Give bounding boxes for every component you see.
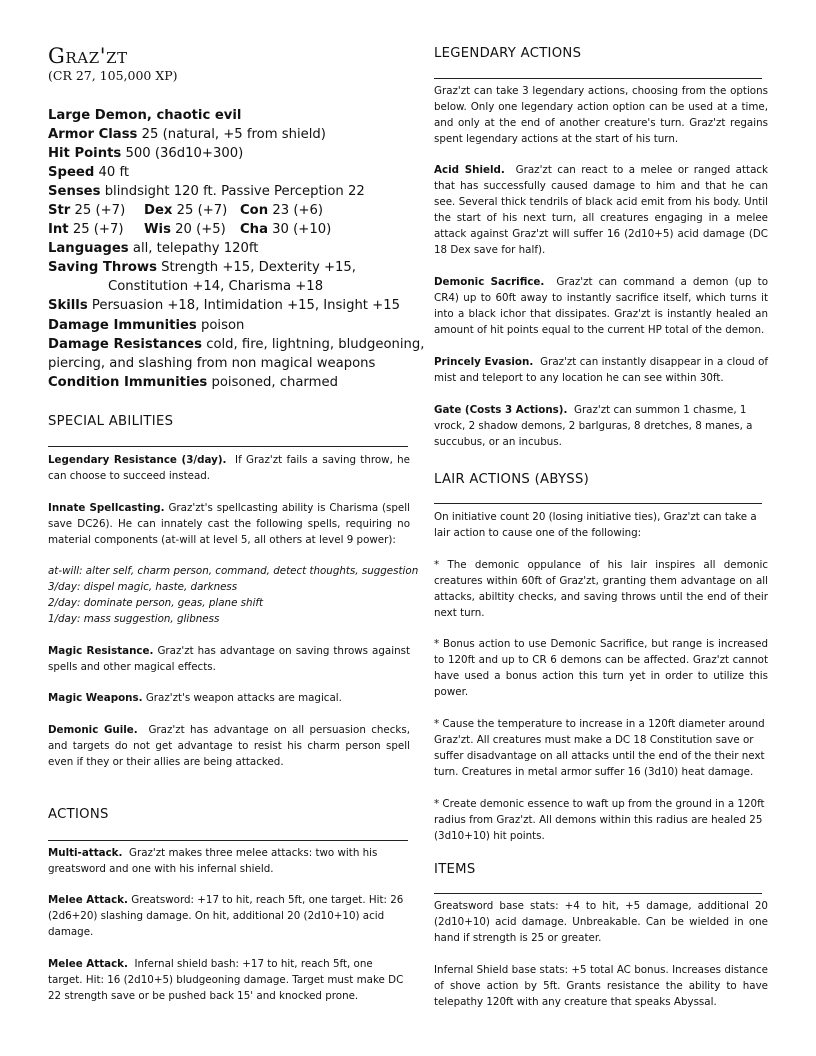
section-divider	[434, 78, 762, 79]
senses: Senses blindsight 120 ft. Passive Perception 22	[48, 184, 365, 199]
infernal-shield-stats: Infernal Shield base stats: +5 total AC bonus. Increases distance of shove action by 5ft. Grants resistance the ability to have telepathy 120ft with any creature that speaks Abyssal.	[434, 964, 768, 1008]
skills: Skills Persuasion +18, Intimidation +15, Insight +15	[48, 298, 400, 313]
lair-action-item: * Bonus action to use Demonic Sacrifice, but range is increased to 120ft and up to CR 6 demons can be affected. Graz'zt cannot have used a bonus action this turn yet in order to utilize this power.	[434, 638, 768, 698]
section-divider	[434, 893, 762, 894]
melee-attack-shield: Melee Attack. Infernal shield bash: +17 to hit, reach 5ft, one target. Hit: 16 (2d10+5) bludgeoning damage. Target must make DC 22 strength save or be pushed back 15' and knocked prone.	[48, 958, 404, 1002]
legendary-actions-intro: Graz'zt can take 3 legendary actions, choosing from the options below. Only one legendary action option can be used at a time, and only at the end of another creature's turn. Graz'zt regains spent legendary actions at the start of his turn.	[434, 85, 768, 145]
actions-heading: ACTIONS	[48, 807, 109, 822]
languages: Languages all, telepathy 120ft	[48, 241, 259, 256]
melee-attack-greatsword: Melee Attack. Greatsword: +17 to hit, reach 5ft, one target. Hit: 26 (2d6+20) slashing damage. On hit, additional 20 (2d10+10) acid damage.	[48, 894, 404, 938]
lair-actions-heading: LAIR ACTIONS (ABYSS)	[434, 472, 590, 487]
lair-action-item: * Cause the temperature to increase in a 120ft diameter around Graz'zt. All creatures must make a DC 18 Constitution save or suffer disadvantage on all attacks until the end of the their next turn. Creatures in metal armor suffer 16 (3d10) heat damage.	[434, 718, 765, 778]
armor-class: Armor Class 25 (natural, +5 from shield)	[48, 127, 326, 142]
challenge-rating: (CR 27, 105,000 XP)	[48, 68, 178, 83]
damage-immunities: Damage Immunities poison	[48, 318, 245, 333]
lair-action-item: * Create demonic essence to waft up from the ground in a 120ft radius from Graz'zt. All demons within this radius are healed 25 (3d10+10) hit points.	[434, 798, 765, 842]
spell-list	[48, 563, 419, 627]
int-score: Int 25 (+7)	[48, 222, 124, 237]
str-score: Str 25 (+7)	[48, 203, 126, 218]
gate: Gate (Costs 3 Actions). Graz'zt can summon 1 chasme, 1 vrock, 2 shadow demons, 2 barlguras, 8 dretches, 8 manes, a succubus, or an incubus.	[434, 404, 753, 448]
spell-line: 1/day: mass suggestion, glibness	[48, 613, 220, 625]
saving-throws-cont: Constitution +14, Charisma +18	[108, 279, 324, 294]
con-score: Con 23 (+6)	[240, 203, 324, 218]
creature-name: Graz'zt	[48, 44, 128, 68]
spell-line: at-will: alter self, charm person, command, detect thoughts, suggestion	[48, 565, 419, 577]
cha-score: Cha 30 (+10)	[240, 222, 332, 237]
legendary-resistance: Legendary Resistance (3/day). If Graz'zt fails a saving throw, he can choose to succeed instead.	[48, 454, 410, 482]
princely-evasion: Princely Evasion. Graz'zt can instantly disappear in a cloud of mist and teleport to any location he can see within 30ft.	[434, 356, 768, 384]
legendary-actions-heading: LEGENDARY ACTIONS	[434, 46, 582, 61]
lair-actions-intro: On initiative count 20 (losing initiative ties), Graz'zt can take a lair action to cause one of the following:	[434, 511, 757, 539]
items-heading: ITEMS	[434, 862, 476, 877]
type-line: Large Demon, chaotic evil	[48, 108, 242, 123]
lair-action-item: * The demonic oppulance of his lair inspires all demonic creatures within 60ft of Graz'zt, granting them advantage on all attacks, abiltity checks, and saving throws until the end of their next turn.	[434, 559, 768, 619]
ability-row-2	[48, 220, 410, 239]
section-divider	[48, 446, 408, 447]
damage-resistances-cont: piercing, and slashing from non magical weapons	[48, 356, 376, 371]
condition-immunities: Condition Immunities poisoned, charmed	[48, 375, 338, 390]
acid-shield: Acid Shield. Graz'zt can react to a melee or ranged attack that has successfully caused damage to him and that he can see. Several thick tendrils of black acid emit from his body. Until the start of his next turn, all creatures engaging in a melee attack against Graz'zt will suffer 16 (2d10+5) acid damage (DC 18 Dex save for half).	[434, 164, 768, 256]
saving-throws: Saving Throws Strength +15, Dexterity +15,	[48, 260, 356, 275]
section-divider	[48, 840, 408, 841]
damage-resistances: Damage Resistances cold, fire, lightning, bludgeoning,	[48, 337, 425, 352]
demonic-sacrifice: Demonic Sacrifice. Graz'zt can command a demon (up to CR4) up to 60ft away to instantly sacrifice itself, which turns it into a black ichor that dissipates. Graz'zt is instantly healed an amount of hit points equal to the current HP total of the demon.	[434, 276, 769, 336]
multi-attack: Multi-attack. Graz'zt makes three melee attacks: two with his greatsword and one with his infernal shield.	[48, 847, 378, 875]
spell-line: 3/day: dispel magic, haste, darkness	[48, 581, 238, 593]
magic-weapons: Magic Weapons. Graz'zt's weapon attacks are magical.	[48, 692, 342, 704]
ability-row-1	[48, 201, 410, 220]
section-divider	[434, 503, 762, 504]
hit-points: Hit Points 500 (36d10+300)	[48, 146, 244, 161]
spell-line: 2/day: dominate person, geas, plane shift	[48, 597, 264, 609]
greatsword-stats: Greatsword base stats: +4 to hit, +5 damage, additional 20 (2d10+10) acid damage. Unbreakable. Can be wielded in one hand if strength is 25 or greater.	[434, 900, 768, 944]
dex-score: Dex 25 (+7)	[144, 203, 228, 218]
speed: Speed 40 ft	[48, 165, 130, 180]
wis-score: Wis 20 (+5)	[144, 222, 226, 237]
demonic-guile: Demonic Guile. Graz'zt has advantage on all persuasion checks, and targets do not get advantage to resist his charm person spell even if they or their allies are being attacked.	[48, 724, 411, 768]
special-abilities-heading: SPECIAL ABILITIES	[48, 414, 174, 429]
innate-spellcasting: Innate Spellcasting. Graz'zt's spellcasting ability is Charisma (spell save DC26). He can innately cast the following spells, requiring no material components (at-will at level 5, all others at level 9 power):	[48, 502, 410, 546]
magic-resistance: Magic Resistance. Graz'zt has advantage on saving throws against spells and other magical effects.	[48, 645, 410, 673]
